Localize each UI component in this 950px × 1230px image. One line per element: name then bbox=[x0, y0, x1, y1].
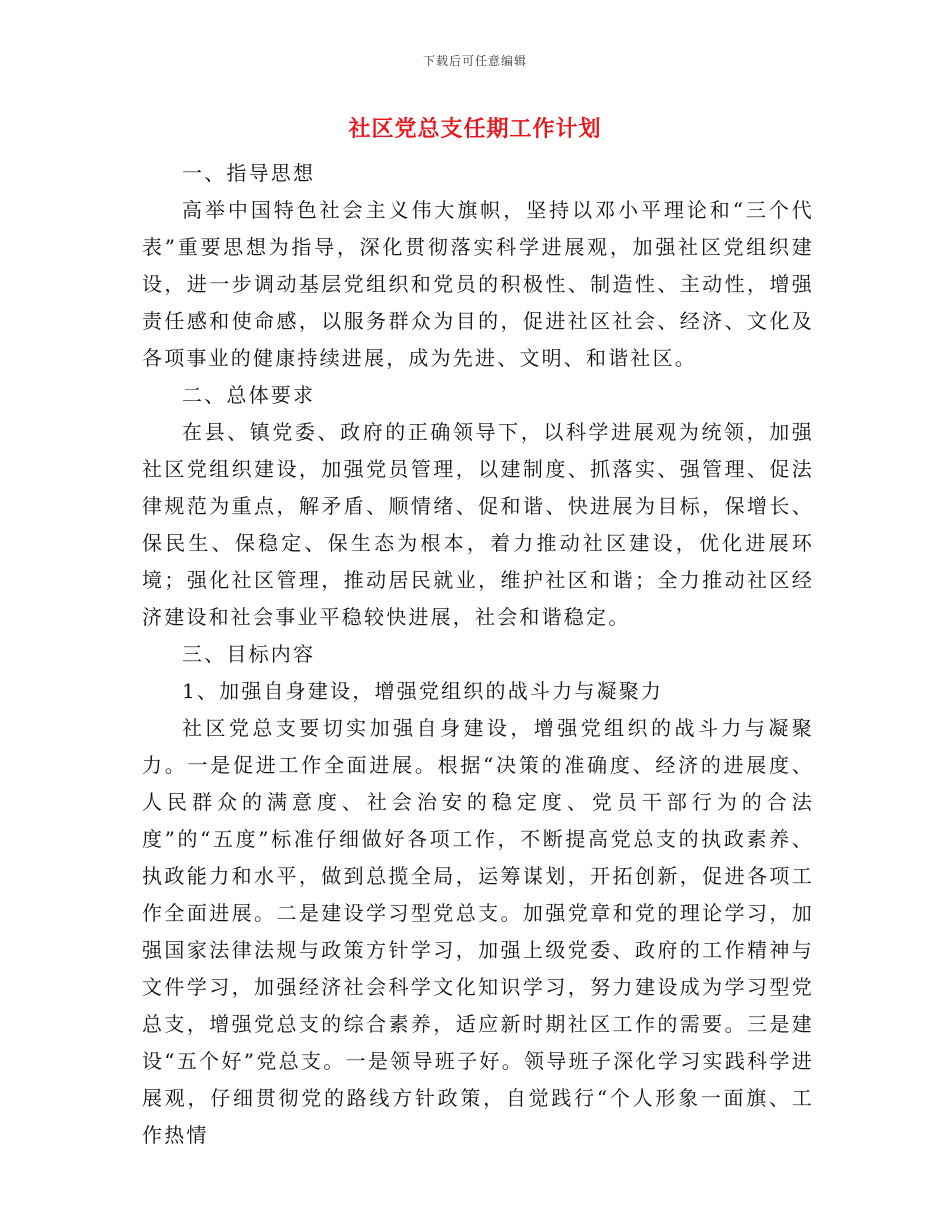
section-heading-guiding-ideology: 一、指导思想 bbox=[182, 161, 316, 185]
paragraph-guiding-ideology: 高举中国特色社会主义伟大旗帜，坚持以邓小平理论和“三个代表”重要思想为指导，深化贯彻落实科学进展观，加强社区党组织建设，进一步调动基层党组织和党员的积极性、制造性、主动性，增强责任感和使命感，以服务群众为目的，促进社区社会、经济、文化及各项事业的健康持续进展，成为先进、文明、和谐社区。 bbox=[142, 198, 814, 370]
document-title: 社区党总支任期工作计划 bbox=[348, 116, 602, 142]
header-note: 下载后可任意编辑 bbox=[422, 54, 527, 68]
section-heading-goals: 三、目标内容 bbox=[182, 642, 316, 666]
paragraph-self-building: 社区党总支要切实加强自身建设，增强党组织的战斗力与凝聚力。一是促进工作全面进展。根据“决策的准确度、经济的进展度、人民群众的满意度、社会治安的稳定度、党员干部行为的合法度”的“五度”标准仔细做好各项工作，不断提高党总支的执政素养、执政能力和水平，做到总揽全局，运筹谋划，开拓创新，促进各项工作全面进展。二是建设学习型党总支。加强党章和党的理论学习，加强国家法律法规与政策方针学习，加强上级党委、政府的工作精神与文件学习，加强经济社会科学文化知识学习，努力建设成为学习型党总支，增强党总支的综合素养，适应新时期社区工作的需要。三是建设“五个好”党总支。一是领导班子好。领导班子深化学习实践科学进展观，仔细贯彻党的路线方针政策，自觉践行“个人形象一面旗、工作热情 bbox=[142, 716, 814, 1147]
document-body bbox=[142, 155, 814, 1154]
paragraph-overall-requirements: 在县、镇党委、政府的正确领导下，以科学进展观为统领，加强社区党组织建设，加强党员管理，以建制度、抓落实、强管理、促法律规范为重点，解矛盾、顺情绪、促和谐、快进展为目标，保增长、保民生、保稳定、保生态为根本，着力推动社区建设，优化进展环境；强化社区管理，推动居民就业，维护社区和谐；全力推动社区经济建设和社会事业平稳较快进展，社会和谐稳定。 bbox=[142, 420, 814, 629]
subsection-heading-self-building: 1、加强自身建设，增强党组织的战斗力与凝聚力 bbox=[182, 679, 664, 703]
section-heading-overall-requirements: 二、总体要求 bbox=[182, 383, 316, 407]
